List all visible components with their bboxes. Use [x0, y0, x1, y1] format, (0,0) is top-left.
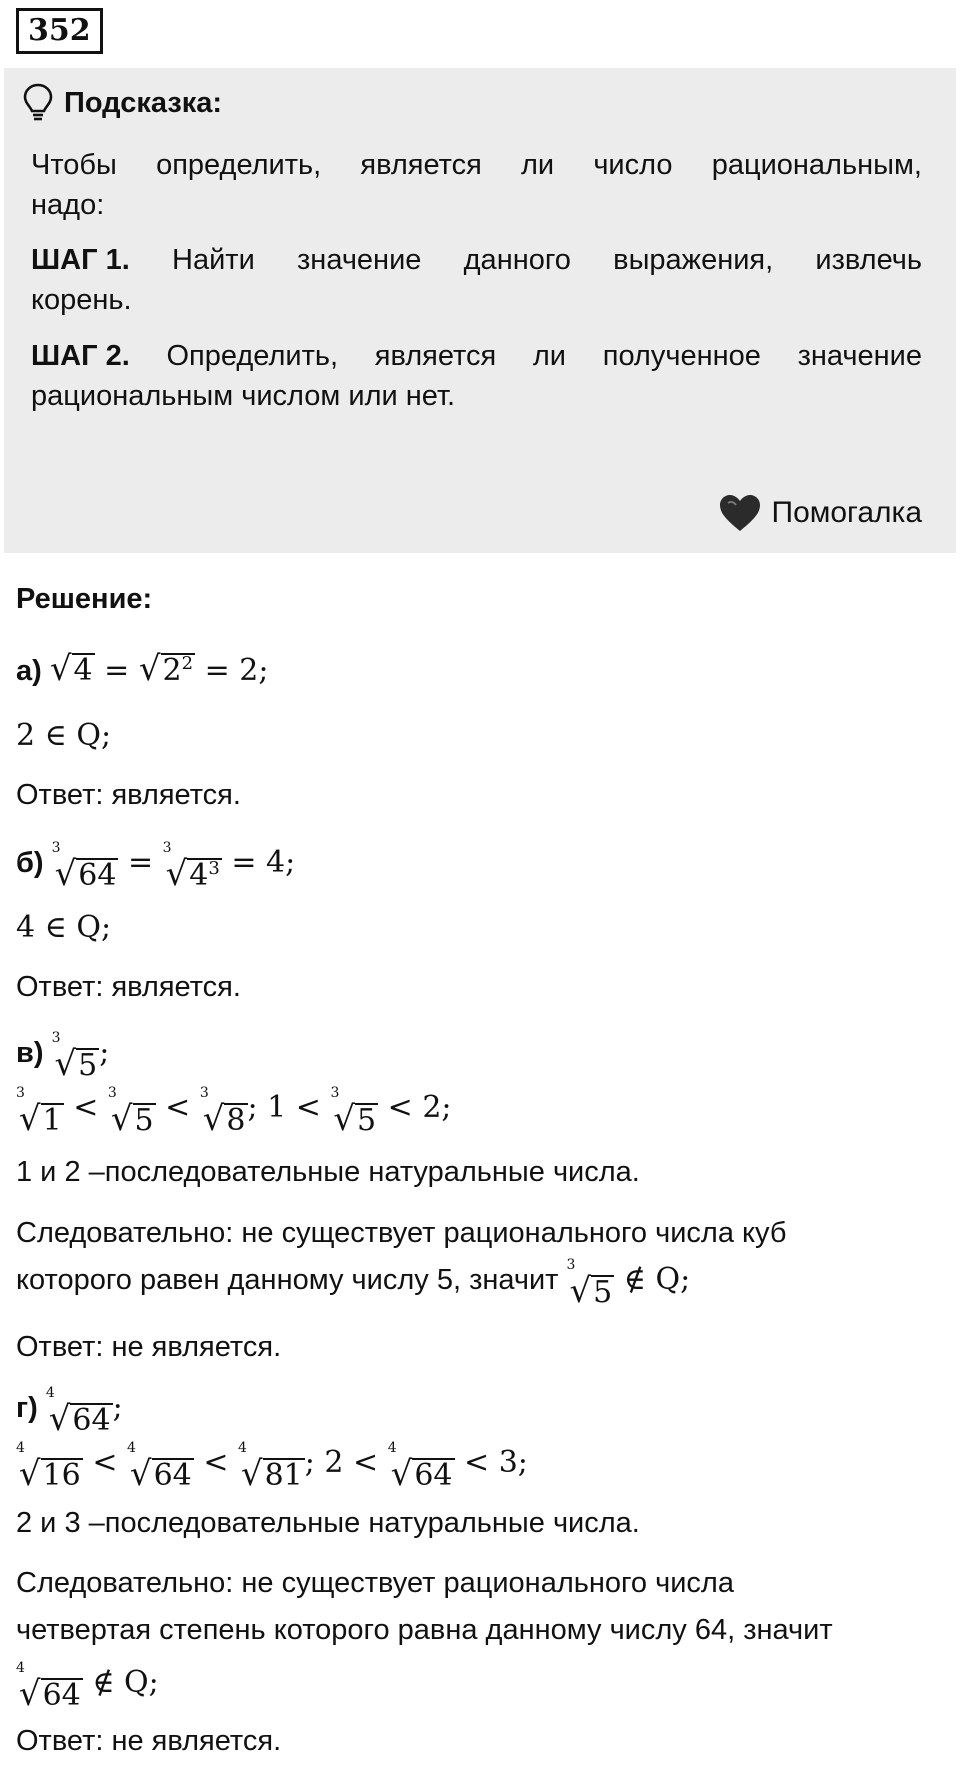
part-a-expression: а) √ 4 = √ $2^2$ = 2;	[16, 649, 269, 689]
part-g-answer: Ответ: не является.	[16, 1725, 282, 1757]
cube-root: 3 √ 64	[51, 840, 117, 894]
part-g-expression: г) 4 √ 64 ;	[16, 1385, 123, 1439]
part-g-conclusion-line3: 4 √ 64 ∉ Q;	[16, 1660, 159, 1714]
hint-step1-line1: ШАГ 1. Найти значение данного выражения, извлечь	[31, 238, 922, 282]
part-v-consecutive: 1 и 2 –последовательные натуральные числа.	[16, 1156, 640, 1188]
hint-box	[4, 68, 956, 553]
part-v-answer: Ответ: не является.	[16, 1331, 282, 1363]
sqrt: √ 4	[49, 649, 93, 689]
part-a-answer: Ответ: является.	[16, 779, 241, 811]
part-a-membership: 2 ∈ Q;	[16, 718, 112, 753]
part-g-consecutive: 2 и 3 –последовательные натуральные числа.	[16, 1507, 640, 1539]
hint-step1-line2: корень.	[31, 284, 132, 316]
part-b-answer: Ответ: является.	[16, 971, 241, 1003]
step2-label: ШАГ 2.	[31, 340, 130, 372]
hint-intro-line1: Чтобы определить, является ли число рациональным,	[31, 149, 922, 181]
signature-text: Помогалка	[771, 496, 922, 529]
part-v-conclusion-line1: Следовательно: не существует рационального числа куб	[16, 1217, 787, 1249]
cube-root: 3 √ 5	[51, 1030, 98, 1084]
part-b-membership: 4 ∈ Q;	[16, 910, 112, 945]
part-v-expression: в) 3 √ 5 ;	[16, 1030, 110, 1084]
part-g-conclusion-line2: четвертая степень которого равна данному числу 64, значит	[16, 1614, 833, 1646]
step1-label: ШАГ 1.	[31, 244, 130, 276]
cube-root: 3 √ $4^3$	[162, 840, 220, 894]
hint-header	[22, 78, 222, 128]
part-v-inequality: 3 √ 1 < 3 √ 5 < 3 √ 8 ; 1 < 3 √ 5 < 2;	[16, 1085, 452, 1139]
fourth-root: 4 √ 64	[45, 1385, 111, 1439]
part-g-conclusion-line1: Следовательно: не существует рационального числа	[16, 1567, 734, 1599]
hint-intro-line2: надо:	[31, 189, 105, 221]
hint-step2-line1: ШАГ 2. Определить, является ли полученное значение	[31, 334, 922, 378]
part-g-inequality: 4 √ 16 < 4 √ 64 < 4 √ 81 ; 2 < 4 √ 64 < 3;	[16, 1440, 528, 1494]
problem-number: 352	[16, 8, 103, 54]
hint-title: Подсказка:	[64, 86, 223, 119]
hint-step2-line2: рациональным числом или нет.	[31, 380, 456, 412]
heart-icon	[718, 493, 762, 533]
part-v-conclusion-line2: которого равен данному числу 5, значит 3 √ 5 ∉ Q;	[16, 1257, 691, 1311]
solution-title: Решение:	[16, 583, 153, 615]
lightbulb-icon	[22, 83, 54, 123]
signature	[718, 488, 923, 538]
sqrt: √ $2^2$	[138, 649, 194, 689]
part-b-expression: б) 3 √ 64 = 3 √ $4^3$ = 4;	[16, 840, 296, 894]
